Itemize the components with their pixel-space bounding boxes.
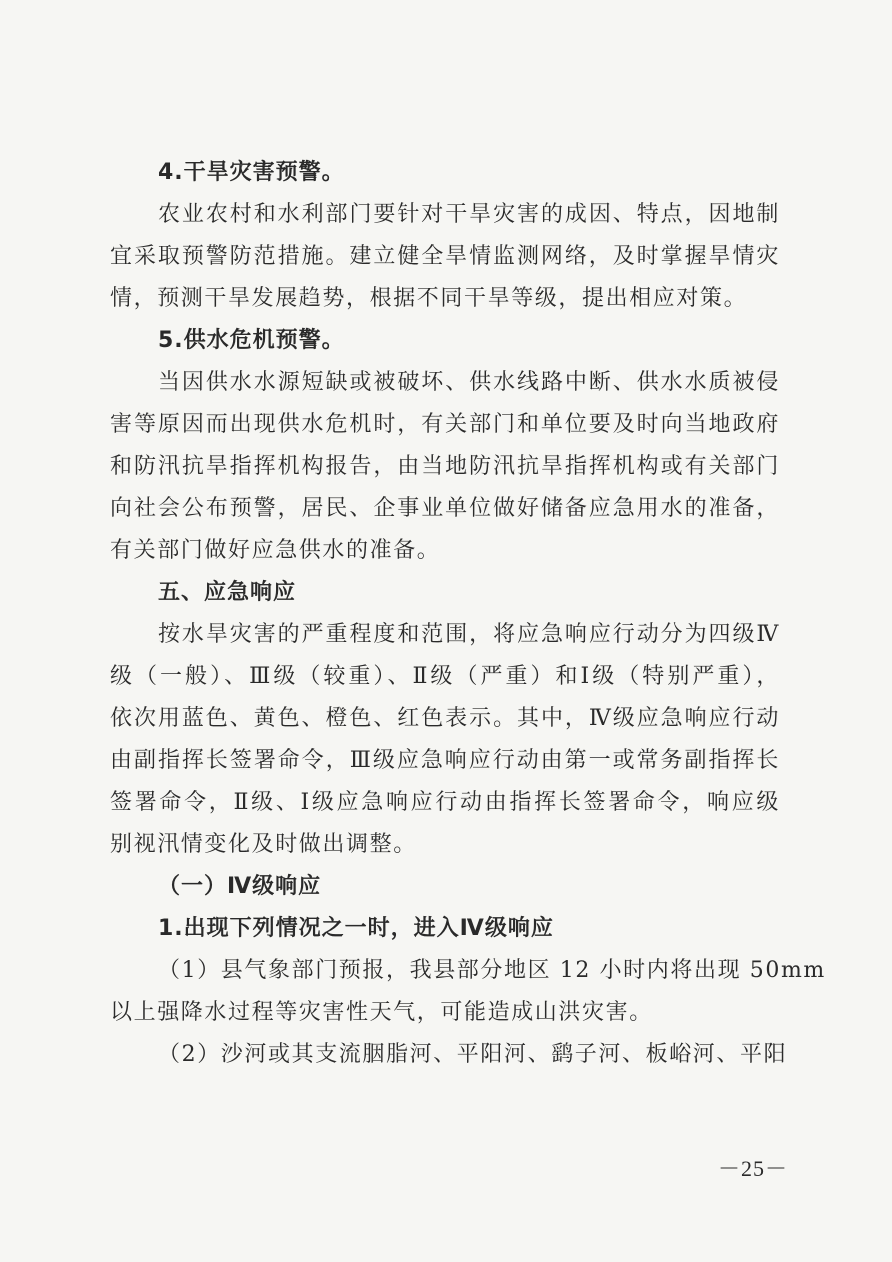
clause-heading-level-iv-conditions: 1.出现下列情况之一时，进入Ⅳ级响应 [158, 916, 554, 941]
paragraph-line: 情，预测干旱发展趋势，根据不同干旱等级，提出相应对策。 [110, 286, 748, 311]
paragraph-line: 别视汛情变化及时做出调整。 [110, 832, 417, 857]
paragraph-line: 宜采取预警防范措施。建立健全旱情监测网络，及时掌握旱情灾 [110, 244, 780, 269]
paragraph-line: 有关部门做好应急供水的准备。 [110, 538, 441, 563]
document-body [110, 152, 826, 1076]
paragraph-line: 依次用蓝色、黄色、橙色、红色表示。其中，Ⅳ级应急响应行动 [110, 706, 780, 731]
page-number: －25－ [718, 1156, 789, 1181]
paragraph-line: 当因供水水源短缺或被破坏、供水线路中断、供水水质被侵 [158, 370, 780, 395]
paragraph-line: 由副指挥长签署命令，Ⅲ级应急响应行动由第一或常务副指挥长 [110, 748, 780, 773]
paragraph-line: 以上强降水过程等灾害性天气，可能造成山洪灾害。 [110, 1000, 653, 1025]
chapter-heading-emergency-response: 五、应急响应 [158, 580, 297, 605]
section-heading-drought-warning: 4.干旱灾害预警。 [158, 160, 345, 185]
paragraph-line: 害等原因而出现供水危机时，有关部门和单位要及时向当地政府 [110, 412, 780, 437]
paragraph-line: 和防汛抗旱指挥机构报告，由当地防汛抗旱指挥机构或有关部门 [110, 454, 780, 479]
paragraph-line: 签署命令，Ⅱ级、Ⅰ级应急响应行动由指挥长签署命令，响应级 [110, 790, 780, 815]
paragraph-line: （2）沙河或其支流胭脂河、平阳河、鹞子河、板峪河、平阳 [158, 1042, 788, 1067]
paragraph-line: 按水旱灾害的严重程度和范围，将应急响应行动分为四级Ⅳ [158, 622, 780, 647]
subsection-heading-level-iv-response: （一）Ⅳ级响应 [158, 874, 322, 899]
paragraph-line: 级（一般）、Ⅲ级（较重）、Ⅱ级（严重）和Ⅰ级（特别严重）， [110, 664, 780, 689]
section-heading-water-supply-warning: 5.供水危机预警。 [158, 328, 345, 353]
paragraph-line: 向社会公布预警，居民、企事业单位做好储备应急用水的准备， [110, 496, 780, 521]
paragraph-line: 农业农村和水利部门要针对干旱灾害的成因、特点，因地制 [158, 202, 780, 227]
paragraph-line: （1）县气象部门预报，我县部分地区 12 小时内将出现 50mm [158, 958, 826, 983]
